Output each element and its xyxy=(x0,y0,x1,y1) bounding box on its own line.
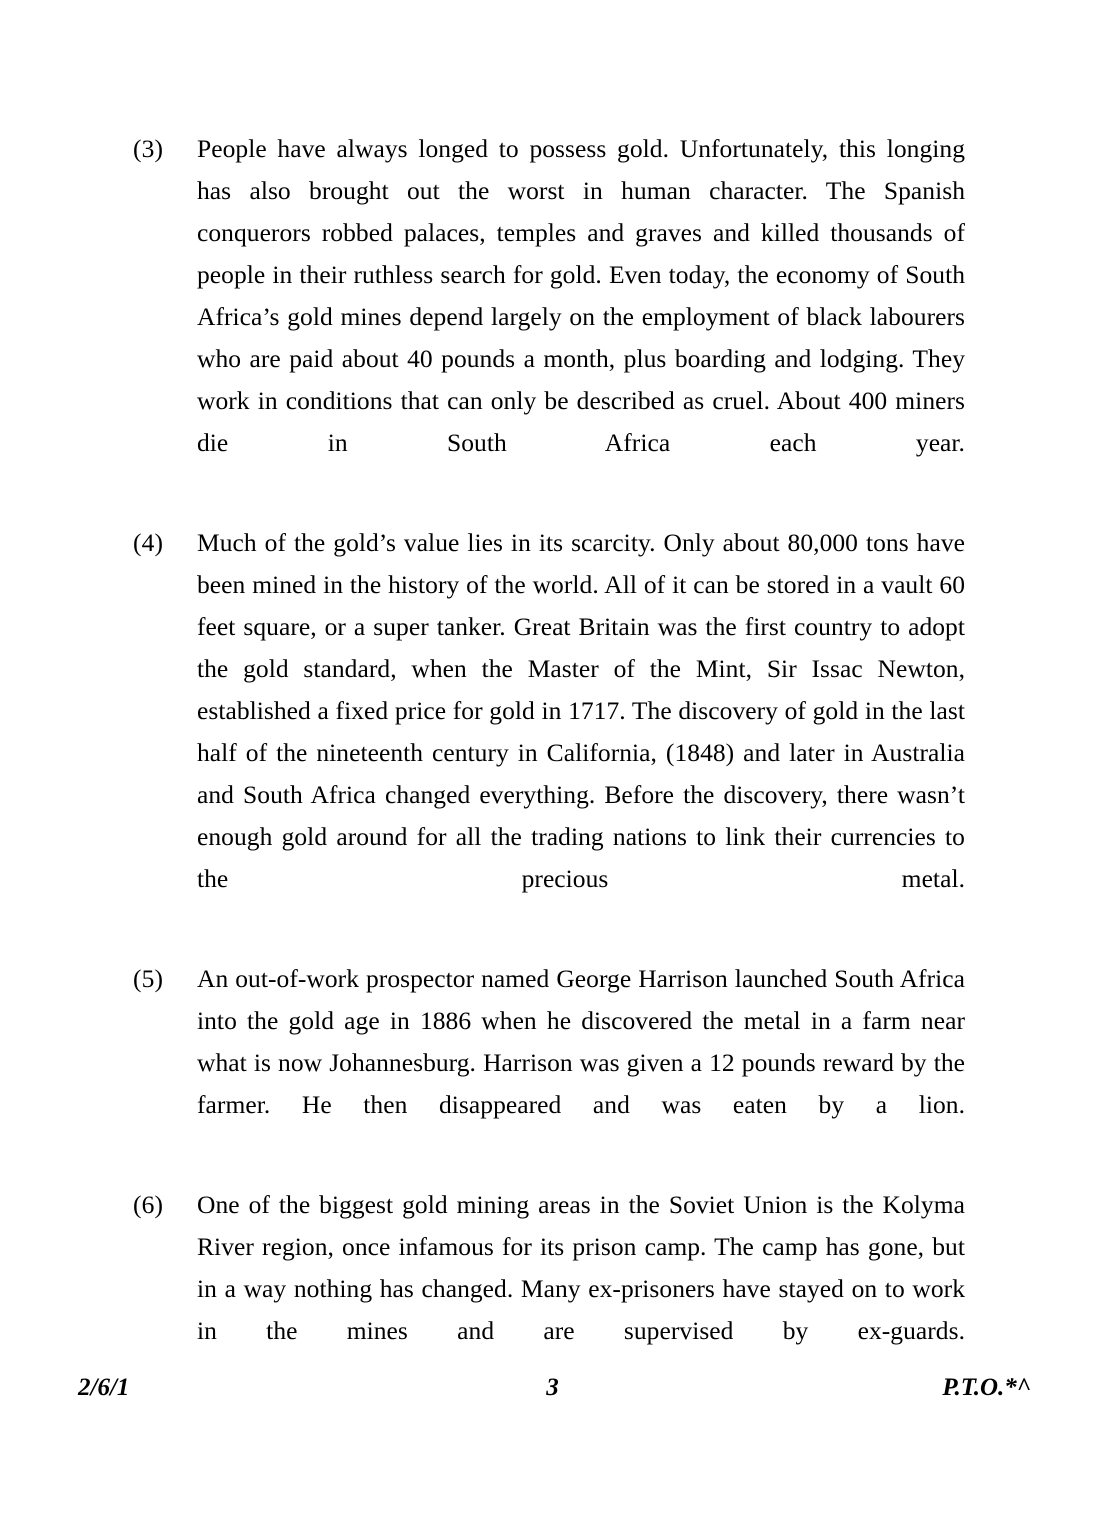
pto-note: P.T.O.*^ xyxy=(942,1374,1031,1401)
paragraph-marker: (4) xyxy=(133,528,164,557)
passage-paragraph xyxy=(133,958,965,1168)
passage-paragraph xyxy=(133,128,965,506)
paragraph-marker: (5) xyxy=(133,964,164,993)
reading-passage xyxy=(133,128,965,1394)
paragraph-marker: (3) xyxy=(133,134,164,163)
page-number: 3 xyxy=(546,1374,559,1401)
paper-code: 2/6/1 xyxy=(78,1374,130,1401)
passage-paragraph xyxy=(133,522,965,942)
paragraph-marker: (6) xyxy=(133,1190,164,1219)
paragraph-text: People have always longed to possess gold. Unfortunately, this longing has also brought out the worst in human character. The Spanish conquerors robbed palaces, temples and graves and killed thousands of people in their ruthless search for gold. Even today, the economy of South Africa’s gold mines depend largely on the employment of black labourers who are paid about 40 pounds a month, plus boarding and lodging. They work in conditions that can only be described as cruel. About 400 miners die in South Africa each year. xyxy=(197,134,965,457)
paragraph-text: An out-of-work prospector named George Harrison launched South Africa into the gold age in 1886 when he discovered the metal in a farm near what is now Johannesburg. Harrison was given a 12 pounds reward by the farmer. He then disappeared and was eaten by a lion. xyxy=(197,964,965,1119)
paragraph-text: Much of the gold’s value lies in its scarcity. Only about 80,000 tons have been mined in the history of the world. All of it can be stored in a vault 60 feet square, or a super tanker. Great Britain was the first country to adopt the gold standard, when the Master of the Mint, Sir Issac Newton, established a fixed price for gold in 1717. The discovery of gold in the last half of the nineteenth century in California, (1848) and later in Australia and South Africa changed everything. Before the discovery, there wasn’t enough gold around for all the trading nations to link their currencies to the precious metal. xyxy=(197,528,965,893)
page-footer xyxy=(0,1368,1105,1414)
paragraph-text: One of the biggest gold mining areas in the Soviet Union is the Kolyma River region, once infamous for its prison camp. The camp has gone, but in a way nothing has changed. Many ex-prisoners have stayed on to work in the mines and are supervised by ex-guards. xyxy=(197,1190,965,1345)
passage-paragraph xyxy=(133,1184,965,1394)
